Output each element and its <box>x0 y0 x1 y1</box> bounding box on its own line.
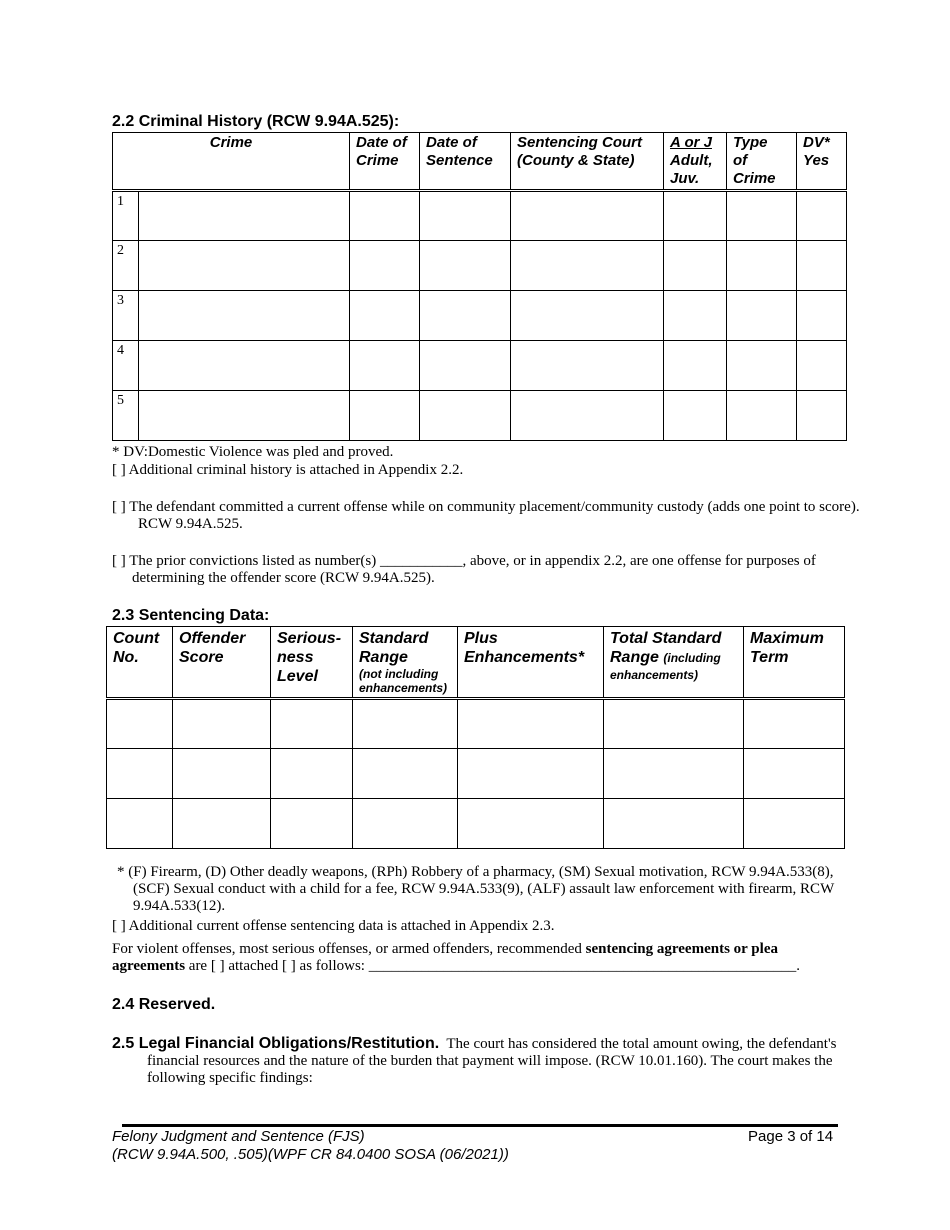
row-number: 1 <box>113 191 139 241</box>
enhancements-cell[interactable] <box>458 699 604 749</box>
crime-cell[interactable] <box>139 291 350 341</box>
row-number: 4 <box>113 341 139 391</box>
sentencing-data-heading: 2.3 Sentencing Data: <box>112 607 270 624</box>
type-cell[interactable] <box>727 241 797 291</box>
row-number: 2 <box>113 241 139 291</box>
legal-financial-paragraph: 2.5 Legal Financial Obligations/Restitution. The court has considered the total amount owing, the defendant's financial resources and the nature of the burden that payment will impose. (RCW 10.01.160). The court makes the following specific findings: <box>112 1035 837 1086</box>
aj-cell[interactable] <box>664 391 727 441</box>
standard-range-cell[interactable] <box>353 799 458 849</box>
seriousness-cell[interactable] <box>271 749 353 799</box>
dv-footnote: * DV:Domestic Violence was pled and proved. <box>112 444 394 460</box>
sentencing-appendix-note: [ ] Additional current offense sentencing data is attached in Appendix 2.3. <box>112 918 555 934</box>
community-placement-note: [ ] The defendant committed a current offense while on community placement/community custody (adds one point to score). RCW 9.94A.525. <box>112 499 860 532</box>
footer-form-title: Felony Judgment and Sentence (FJS) <box>112 1128 365 1145</box>
max-term-cell[interactable] <box>744 749 845 799</box>
type-cell[interactable] <box>727 191 797 241</box>
table-row <box>107 749 845 799</box>
dv-cell[interactable] <box>797 241 847 291</box>
table-row <box>113 391 847 441</box>
col-maximum-term: Maximum Term <box>744 627 845 699</box>
court-cell[interactable] <box>511 341 664 391</box>
table-row <box>113 341 847 391</box>
table-row <box>113 191 847 241</box>
count-cell[interactable] <box>107 799 173 849</box>
court-cell[interactable] <box>511 291 664 341</box>
plea-agreements-note: For violent offenses, most serious offenses, or armed offenders, recommended sentencing agreements or plea agreements are [ ] attached [ ] as follows: _________________________________________________________. <box>112 941 800 974</box>
standard-range-cell[interactable] <box>353 699 458 749</box>
type-cell[interactable] <box>727 341 797 391</box>
date-crime-cell[interactable] <box>350 341 420 391</box>
total-range-cell[interactable] <box>604 699 744 749</box>
crime-cell[interactable] <box>139 391 350 441</box>
date-sentence-cell[interactable] <box>420 341 511 391</box>
date-crime-cell[interactable] <box>350 241 420 291</box>
reserved-heading: 2.4 Reserved. <box>112 996 216 1013</box>
table-row <box>113 291 847 341</box>
table-row <box>107 699 845 749</box>
aj-cell[interactable] <box>664 341 727 391</box>
date-crime-cell[interactable] <box>350 391 420 441</box>
col-sentencing-court: Sentencing Court (County & State) <box>511 133 664 191</box>
col-offender-score: Offender Score <box>173 627 271 699</box>
col-standard-range: Standard Range (not including enhancements) <box>353 627 458 699</box>
col-plus-enhancements: Plus Enhancements* <box>458 627 604 699</box>
col-date-of-crime: Date of Crime <box>350 133 420 191</box>
footer-form-citation: (RCW 9.94A.500, .505)(WPF CR 84.0400 SOSA (06/2021)) <box>112 1146 509 1163</box>
court-cell[interactable] <box>511 241 664 291</box>
max-term-cell[interactable] <box>744 699 845 749</box>
standard-range-cell[interactable] <box>353 749 458 799</box>
dv-cell[interactable] <box>797 341 847 391</box>
date-sentence-cell[interactable] <box>420 391 511 441</box>
dv-cell[interactable] <box>797 291 847 341</box>
criminal-history-table <box>112 132 847 441</box>
table-row <box>107 799 845 849</box>
history-appendix-note: [ ] Additional criminal history is attached in Appendix 2.2. <box>112 462 464 478</box>
type-cell[interactable] <box>727 391 797 441</box>
crime-cell[interactable] <box>139 241 350 291</box>
aj-cell[interactable] <box>664 291 727 341</box>
enhancements-cell[interactable] <box>458 749 604 799</box>
dv-cell[interactable] <box>797 191 847 241</box>
score-cell[interactable] <box>173 699 271 749</box>
date-crime-cell[interactable] <box>350 291 420 341</box>
score-cell[interactable] <box>173 749 271 799</box>
col-total-standard-range: Total Standard Range (including enhancements) <box>604 627 744 699</box>
col-crime: Crime <box>113 133 350 191</box>
crime-cell[interactable] <box>139 341 350 391</box>
date-sentence-cell[interactable] <box>420 241 511 291</box>
seriousness-cell[interactable] <box>271 799 353 849</box>
score-cell[interactable] <box>173 799 271 849</box>
row-number: 5 <box>113 391 139 441</box>
count-cell[interactable] <box>107 749 173 799</box>
sentencing-data-table <box>106 626 845 849</box>
court-cell[interactable] <box>511 391 664 441</box>
prior-convictions-note: [ ] The prior convictions listed as number(s) ___________, above, or in appendix 2.2, are one offense for purposes of determining the offender score (RCW 9.94A.525). <box>112 553 816 586</box>
court-cell[interactable] <box>511 191 664 241</box>
col-adult-juv: A or J Adult, Juv. <box>664 133 727 191</box>
seriousness-cell[interactable] <box>271 699 353 749</box>
total-range-cell[interactable] <box>604 749 744 799</box>
footer-rule <box>122 1124 838 1127</box>
criminal-history-heading: 2.2 Criminal History (RCW 9.94A.525): <box>112 113 400 130</box>
crime-cell[interactable] <box>139 191 350 241</box>
col-seriousness-level: Serious- ness Level <box>271 627 353 699</box>
aj-cell[interactable] <box>664 191 727 241</box>
col-type-of-crime: Type of Crime <box>727 133 797 191</box>
date-crime-cell[interactable] <box>350 191 420 241</box>
row-number: 3 <box>113 291 139 341</box>
enhancements-cell[interactable] <box>458 799 604 849</box>
page-number: Page 3 of 14 <box>748 1128 834 1145</box>
col-date-of-sentence: Date of Sentence <box>420 133 511 191</box>
date-sentence-cell[interactable] <box>420 191 511 241</box>
max-term-cell[interactable] <box>744 799 845 849</box>
aj-cell[interactable] <box>664 241 727 291</box>
legal-financial-heading: 2.5 Legal Financial Obligations/Restitution. <box>112 1035 440 1052</box>
col-dv: DV* Yes <box>797 133 847 191</box>
enhancements-footnote: * (F) Firearm, (D) Other deadly weapons, (RPh) Robbery of a pharmacy, (SM) Sexual motivation, RCW 9.94A.533(8), (SCF) Sexual conduct with a child for a fee, RCW 9.94A.533(9), (ALF) assault law enforcement with firearm, RCW 9.94A.533(12). <box>117 864 834 914</box>
date-sentence-cell[interactable] <box>420 291 511 341</box>
total-range-cell[interactable] <box>604 799 744 849</box>
type-cell[interactable] <box>727 291 797 341</box>
col-count-no: Count No. <box>107 627 173 699</box>
table-row <box>113 241 847 291</box>
dv-cell[interactable] <box>797 391 847 441</box>
count-cell[interactable] <box>107 699 173 749</box>
